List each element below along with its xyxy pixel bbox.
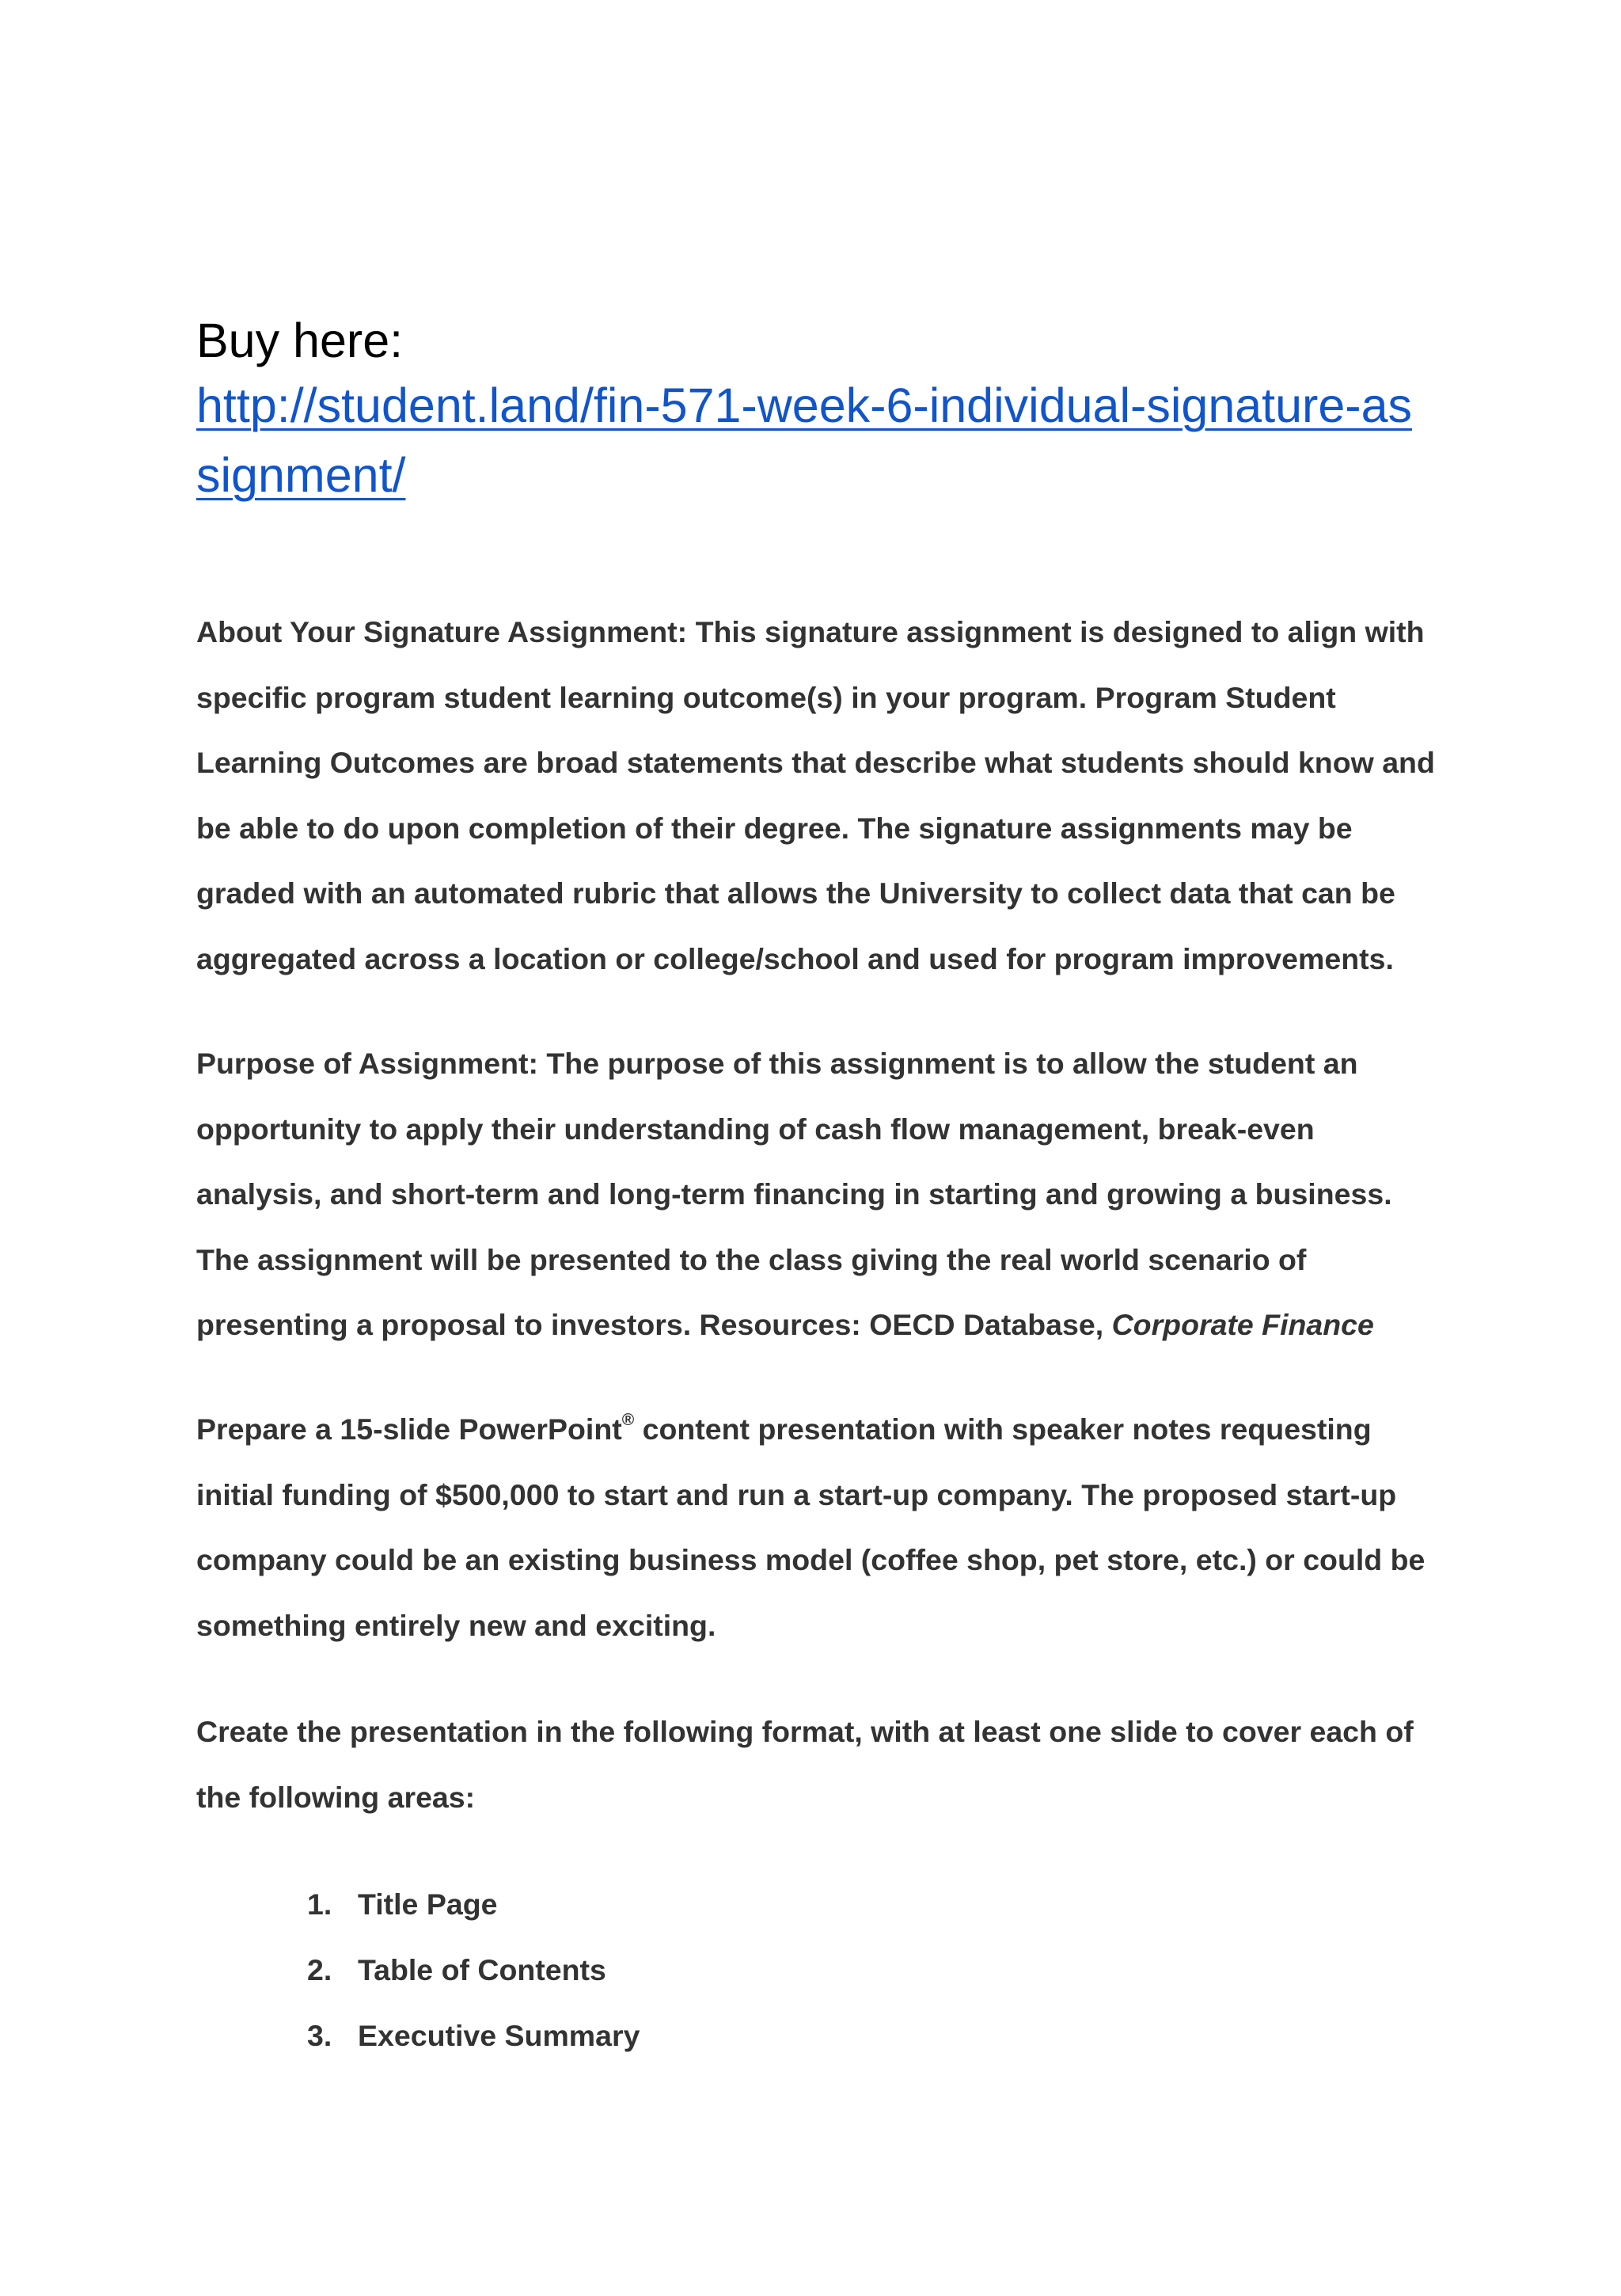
purpose-text: Purpose of Assignment: The purpose of this assignment is to allow the student an opportunity to apply their understanding of cash flow management, break-even analysis, and short-term and long-term financing in starting and growing a business. The assignment will be presented to the class giving the real world scenario of presenting a proposal to investors. Resources: OECD Database, xyxy=(196,1047,1392,1341)
list-item xyxy=(196,1872,1384,1937)
presentation-areas-list xyxy=(196,1872,1384,2069)
create-paragraph: Create the presentation in the following format, with at least one slide to cover each of the following areas: xyxy=(196,1715,1414,1814)
registered-mark: ® xyxy=(621,1411,635,1429)
list-item xyxy=(196,1937,1384,2003)
list-item-label: Table of Contents xyxy=(358,1953,606,1986)
list-item-label: Title Page xyxy=(358,1887,498,1921)
purpose-paragraph xyxy=(196,1031,1447,1358)
list-item-label: Executive Summary xyxy=(358,2019,640,2052)
resource-title: Corporate Finance xyxy=(1111,1308,1374,1341)
list-item-number: 1. xyxy=(307,1887,332,1921)
prepare-text-rest: content presentation with speaker notes requesting initial funding of $500,000 to start and run a start-up company. The proposed start-up company could be an existing business model (coffee shop, pet store, etc.) or could be something entirely new and exciting. xyxy=(196,1412,1425,1642)
list-item-number: 2. xyxy=(307,1953,332,1986)
about-paragraph: About Your Signature Assignment: This signature assignment is designed to align with specific program student learning outcome(s) in your program. Program Student Learning Outcomes are broad statements that describe what students should know and be able to do upon completion of their degree. The signature assignments may be graded with an automated rubric that allows the University to collect data that can be aggregated across a location or college/school and used for program improvements. xyxy=(196,615,1435,975)
prepare-paragraph xyxy=(196,1397,1447,1658)
purchase-link[interactable]: http://student.land/fin-571-week-6-individual-signature-assignment/ xyxy=(196,378,1413,502)
list-item-number: 3. xyxy=(307,2019,332,2052)
buy-here-label: Buy here: xyxy=(196,314,404,367)
prepare-text-start: Prepare a 15-slide PowerPoint xyxy=(196,1412,622,1446)
list-item xyxy=(196,2003,1384,2069)
